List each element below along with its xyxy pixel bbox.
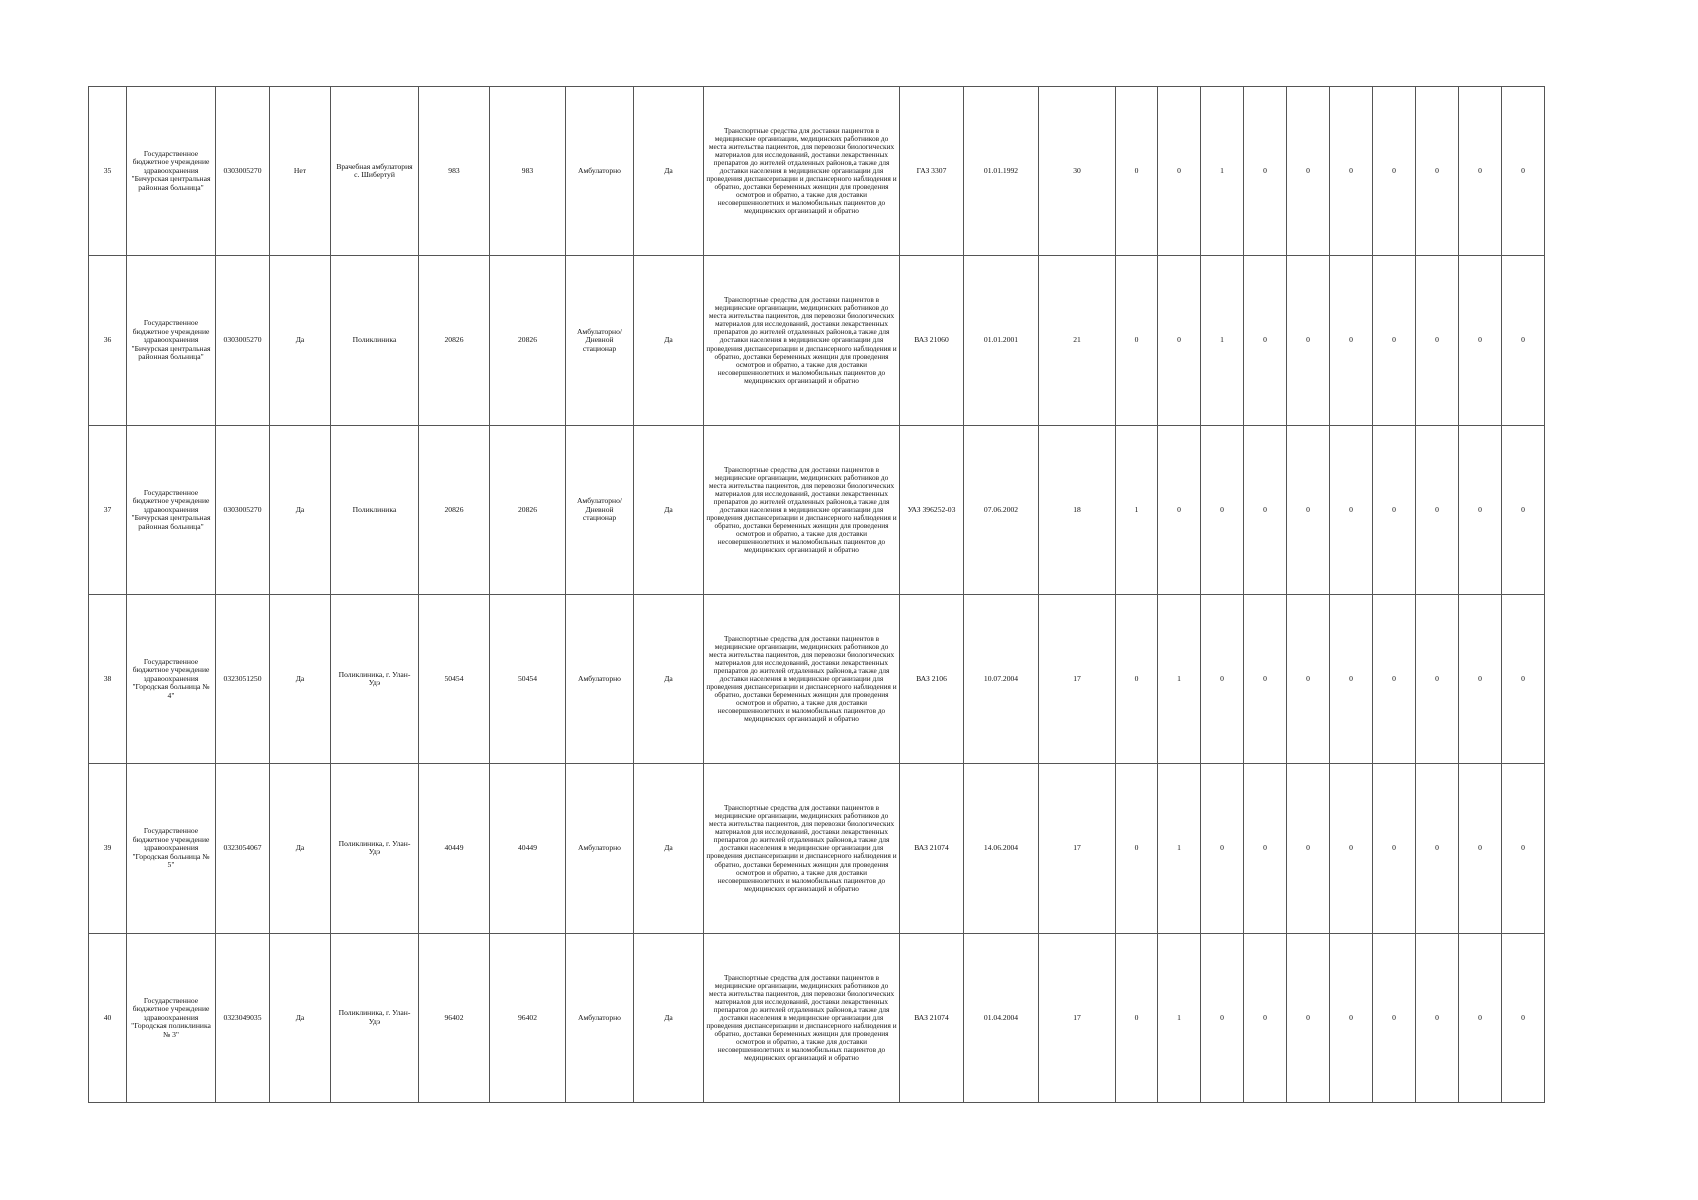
vehicle-model: ВАЗ 21074	[900, 764, 964, 933]
population-served: 50454	[419, 594, 490, 763]
table-row	[89, 87, 1545, 256]
population-served: 20826	[419, 425, 490, 594]
count-cell: 0	[1158, 87, 1201, 256]
yes-cell: Да	[634, 594, 704, 763]
population-attached: 983	[490, 87, 566, 256]
institution-name: Государственное бюджетное учреждение здравоохранения "Городская больница № 4"	[127, 594, 216, 763]
facility-name: Поликлиника, г. Улан-Удэ	[331, 764, 419, 933]
count-cell: 0	[1416, 87, 1459, 256]
vehicle-purpose: Транспортные средства для доставки пациентов в медицинские организации, медицинских работников до места жительства пациентов, для перевозки биологических материалов для исследований, доставки лекарственных препаратов до жителей отдаленных районов,а также для доставки населения в медицинские организации для проведения диспансеризации и диспансерного наблюдения и обратно, доставки беременных женщин для проведения осмотров и обратно, а также для доставки несовершеннолетних и маломобильных пациентов до медицинских организаций и обратно	[704, 933, 900, 1102]
flag-cell: Да	[270, 764, 331, 933]
count-cell: 1	[1201, 87, 1244, 256]
count-cell: 0	[1416, 256, 1459, 425]
vehicle-age: 30	[1039, 87, 1116, 256]
count-cell: 0	[1373, 425, 1416, 594]
row-number: 37	[89, 425, 127, 594]
count-cell: 0	[1244, 425, 1287, 594]
institution-code: 0323051250	[216, 594, 270, 763]
vehicle-model: ВАЗ 21060	[900, 256, 964, 425]
count-cell: 0	[1459, 87, 1502, 256]
count-cell: 1	[1201, 256, 1244, 425]
count-cell: 0	[1502, 256, 1545, 425]
facility-name: Поликлиника, г. Улан-Удэ	[331, 933, 419, 1102]
row-number: 36	[89, 256, 127, 425]
population-served: 983	[419, 87, 490, 256]
count-cell: 0	[1373, 764, 1416, 933]
vehicle-model: ВАЗ 21074	[900, 933, 964, 1102]
vehicle-age: 17	[1039, 764, 1116, 933]
row-number: 38	[89, 594, 127, 763]
count-cell: 0	[1201, 764, 1244, 933]
flag-cell: Нет	[270, 87, 331, 256]
count-cell: 0	[1502, 764, 1545, 933]
institution-name: Государственное бюджетное учреждение здравоохранения "Бичурская центральная районная больница"	[127, 425, 216, 594]
count-cell: 1	[1116, 425, 1158, 594]
count-cell: 0	[1459, 425, 1502, 594]
count-cell: 0	[1116, 594, 1158, 763]
institution-name: Государственное бюджетное учреждение здравоохранения "Бичурская центральная районная больница"	[127, 87, 216, 256]
count-cell: 0	[1244, 594, 1287, 763]
count-cell: 0	[1330, 594, 1373, 763]
count-cell: 0	[1373, 933, 1416, 1102]
table-row	[89, 594, 1545, 763]
count-cell: 0	[1502, 87, 1545, 256]
population-served: 20826	[419, 256, 490, 425]
vehicle-model: ГАЗ 3307	[900, 87, 964, 256]
table-row	[89, 256, 1545, 425]
count-cell: 0	[1287, 425, 1330, 594]
yes-cell: Да	[634, 425, 704, 594]
facility-name: Поликлиника, г. Улан-Удэ	[331, 594, 419, 763]
care-type: Амбулаторно	[566, 594, 634, 763]
commission-date: 01.01.1992	[964, 87, 1039, 256]
table-body	[89, 87, 1545, 1103]
count-cell: 0	[1459, 594, 1502, 763]
institution-name: Государственное бюджетное учреждение здравоохранения "Бичурская центральная районная больница"	[127, 256, 216, 425]
vehicle-register-table	[88, 86, 1545, 1103]
vehicle-model: ВАЗ 2106	[900, 594, 964, 763]
institution-code: 0323054067	[216, 764, 270, 933]
vehicle-age: 17	[1039, 594, 1116, 763]
count-cell: 0	[1244, 256, 1287, 425]
count-cell: 0	[1416, 764, 1459, 933]
vehicle-age: 21	[1039, 256, 1116, 425]
institution-code: 0323049035	[216, 933, 270, 1102]
count-cell: 0	[1287, 933, 1330, 1102]
commission-date: 10.07.2004	[964, 594, 1039, 763]
flag-cell: Да	[270, 425, 331, 594]
vehicle-purpose: Транспортные средства для доставки пациентов в медицинские организации, медицинских работников до места жительства пациентов, для перевозки биологических материалов для исследований, доставки лекарственных препаратов до жителей отдаленных районов,а также для доставки населения в медицинские организации для проведения диспансеризации и диспансерного наблюдения и обратно, доставки беременных женщин для проведения осмотров и обратно, а также для доставки несовершеннолетних и маломобильных пациентов до медицинских организаций и обратно	[704, 594, 900, 763]
institution-name: Государственное бюджетное учреждение здравоохранения "Городская поликлиника № 3"	[127, 933, 216, 1102]
yes-cell: Да	[634, 87, 704, 256]
facility-name: Поликлиника	[331, 425, 419, 594]
count-cell: 0	[1244, 764, 1287, 933]
care-type: Амбулаторно	[566, 764, 634, 933]
count-cell: 0	[1201, 933, 1244, 1102]
count-cell: 0	[1244, 87, 1287, 256]
commission-date: 01.01.2001	[964, 256, 1039, 425]
commission-date: 14.06.2004	[964, 764, 1039, 933]
vehicle-model: УАЗ 396252-03	[900, 425, 964, 594]
flag-cell: Да	[270, 933, 331, 1102]
institution-code: 0303005270	[216, 425, 270, 594]
count-cell: 0	[1330, 425, 1373, 594]
vehicle-purpose: Транспортные средства для доставки пациентов в медицинские организации, медицинских работников до места жительства пациентов, для перевозки биологических материалов для исследований, доставки лекарственных препаратов до жителей отдаленных районов,а также для доставки населения в медицинские организации для проведения диспансеризации и диспансерного наблюдения и обратно, доставки беременных женщин для проведения осмотров и обратно, а также для доставки несовершеннолетних и маломобильных пациентов до медицинских организаций и обратно	[704, 87, 900, 256]
count-cell: 0	[1459, 764, 1502, 933]
count-cell: 0	[1116, 933, 1158, 1102]
vehicle-purpose: Транспортные средства для доставки пациентов в медицинские организации, медицинских работников до места жительства пациентов, для перевозки биологических материалов для исследований, доставки лекарственных препаратов до жителей отдаленных районов,а также для доставки населения в медицинские организации для проведения диспансеризации и диспансерного наблюдения и обратно, доставки беременных женщин для проведения осмотров и обратно, а также для доставки несовершеннолетних и маломобильных пациентов до медицинских организаций и обратно	[704, 256, 900, 425]
count-cell: 0	[1201, 425, 1244, 594]
vehicle-purpose: Транспортные средства для доставки пациентов в медицинские организации, медицинских работников до места жительства пациентов, для перевозки биологических материалов для исследований, доставки лекарственных препаратов до жителей отдаленных районов,а также для доставки населения в медицинские организации для проведения диспансеризации и диспансерного наблюдения и обратно, доставки беременных женщин для проведения осмотров и обратно, а также для доставки несовершеннолетних и маломобильных пациентов до медицинских организаций и обратно	[704, 764, 900, 933]
table-row	[89, 764, 1545, 933]
population-served: 40449	[419, 764, 490, 933]
count-cell: 0	[1116, 256, 1158, 425]
count-cell: 0	[1330, 256, 1373, 425]
population-attached: 40449	[490, 764, 566, 933]
count-cell: 0	[1244, 933, 1287, 1102]
population-attached: 20826	[490, 256, 566, 425]
institution-code: 0303005270	[216, 256, 270, 425]
vehicle-purpose: Транспортные средства для доставки пациентов в медицинские организации, медицинских работников до места жительства пациентов, для перевозки биологических материалов для исследований, доставки лекарственных препаратов до жителей отдаленных районов,а также для доставки населения в медицинские организации для проведения диспансеризации и диспансерного наблюдения и обратно, доставки беременных женщин для проведения осмотров и обратно, а также для доставки несовершеннолетних и маломобильных пациентов до медицинских организаций и обратно	[704, 425, 900, 594]
care-type: Амбулаторно/Дневной стационар	[566, 425, 634, 594]
row-number: 39	[89, 764, 127, 933]
count-cell: 0	[1459, 256, 1502, 425]
count-cell: 0	[1116, 764, 1158, 933]
population-attached: 50454	[490, 594, 566, 763]
institution-code: 0303005270	[216, 87, 270, 256]
care-type: Амбулаторно/Дневной стационар	[566, 256, 634, 425]
facility-name: Врачебная амбулатория с. Шибертуй	[331, 87, 419, 256]
count-cell: 0	[1373, 594, 1416, 763]
count-cell: 0	[1158, 425, 1201, 594]
count-cell: 0	[1502, 594, 1545, 763]
count-cell: 0	[1330, 764, 1373, 933]
count-cell: 0	[1502, 933, 1545, 1102]
yes-cell: Да	[634, 933, 704, 1102]
population-attached: 20826	[490, 425, 566, 594]
row-number: 40	[89, 933, 127, 1102]
flag-cell: Да	[270, 256, 331, 425]
count-cell: 0	[1373, 87, 1416, 256]
count-cell: 0	[1287, 764, 1330, 933]
count-cell: 0	[1330, 87, 1373, 256]
population-attached: 96402	[490, 933, 566, 1102]
vehicle-age: 17	[1039, 933, 1116, 1102]
count-cell: 1	[1158, 933, 1201, 1102]
count-cell: 0	[1502, 425, 1545, 594]
row-number: 35	[89, 87, 127, 256]
commission-date: 01.04.2004	[964, 933, 1039, 1102]
yes-cell: Да	[634, 764, 704, 933]
count-cell: 0	[1287, 87, 1330, 256]
institution-name: Государственное бюджетное учреждение здравоохранения "Городская больница № 5"	[127, 764, 216, 933]
population-served: 96402	[419, 933, 490, 1102]
count-cell: 1	[1158, 764, 1201, 933]
count-cell: 0	[1416, 933, 1459, 1102]
care-type: Амбулаторно	[566, 933, 634, 1102]
count-cell: 1	[1158, 594, 1201, 763]
count-cell: 0	[1287, 594, 1330, 763]
count-cell: 0	[1459, 933, 1502, 1102]
facility-name: Поликлиника	[331, 256, 419, 425]
count-cell: 0	[1373, 256, 1416, 425]
count-cell: 0	[1416, 594, 1459, 763]
count-cell: 0	[1330, 933, 1373, 1102]
count-cell: 0	[1201, 594, 1244, 763]
count-cell: 0	[1416, 425, 1459, 594]
vehicle-age: 18	[1039, 425, 1116, 594]
flag-cell: Да	[270, 594, 331, 763]
table-row	[89, 933, 1545, 1102]
count-cell: 0	[1158, 256, 1201, 425]
table-row	[89, 425, 1545, 594]
count-cell: 0	[1287, 256, 1330, 425]
commission-date: 07.06.2002	[964, 425, 1039, 594]
count-cell: 0	[1116, 87, 1158, 256]
care-type: Амбулаторно	[566, 87, 634, 256]
yes-cell: Да	[634, 256, 704, 425]
